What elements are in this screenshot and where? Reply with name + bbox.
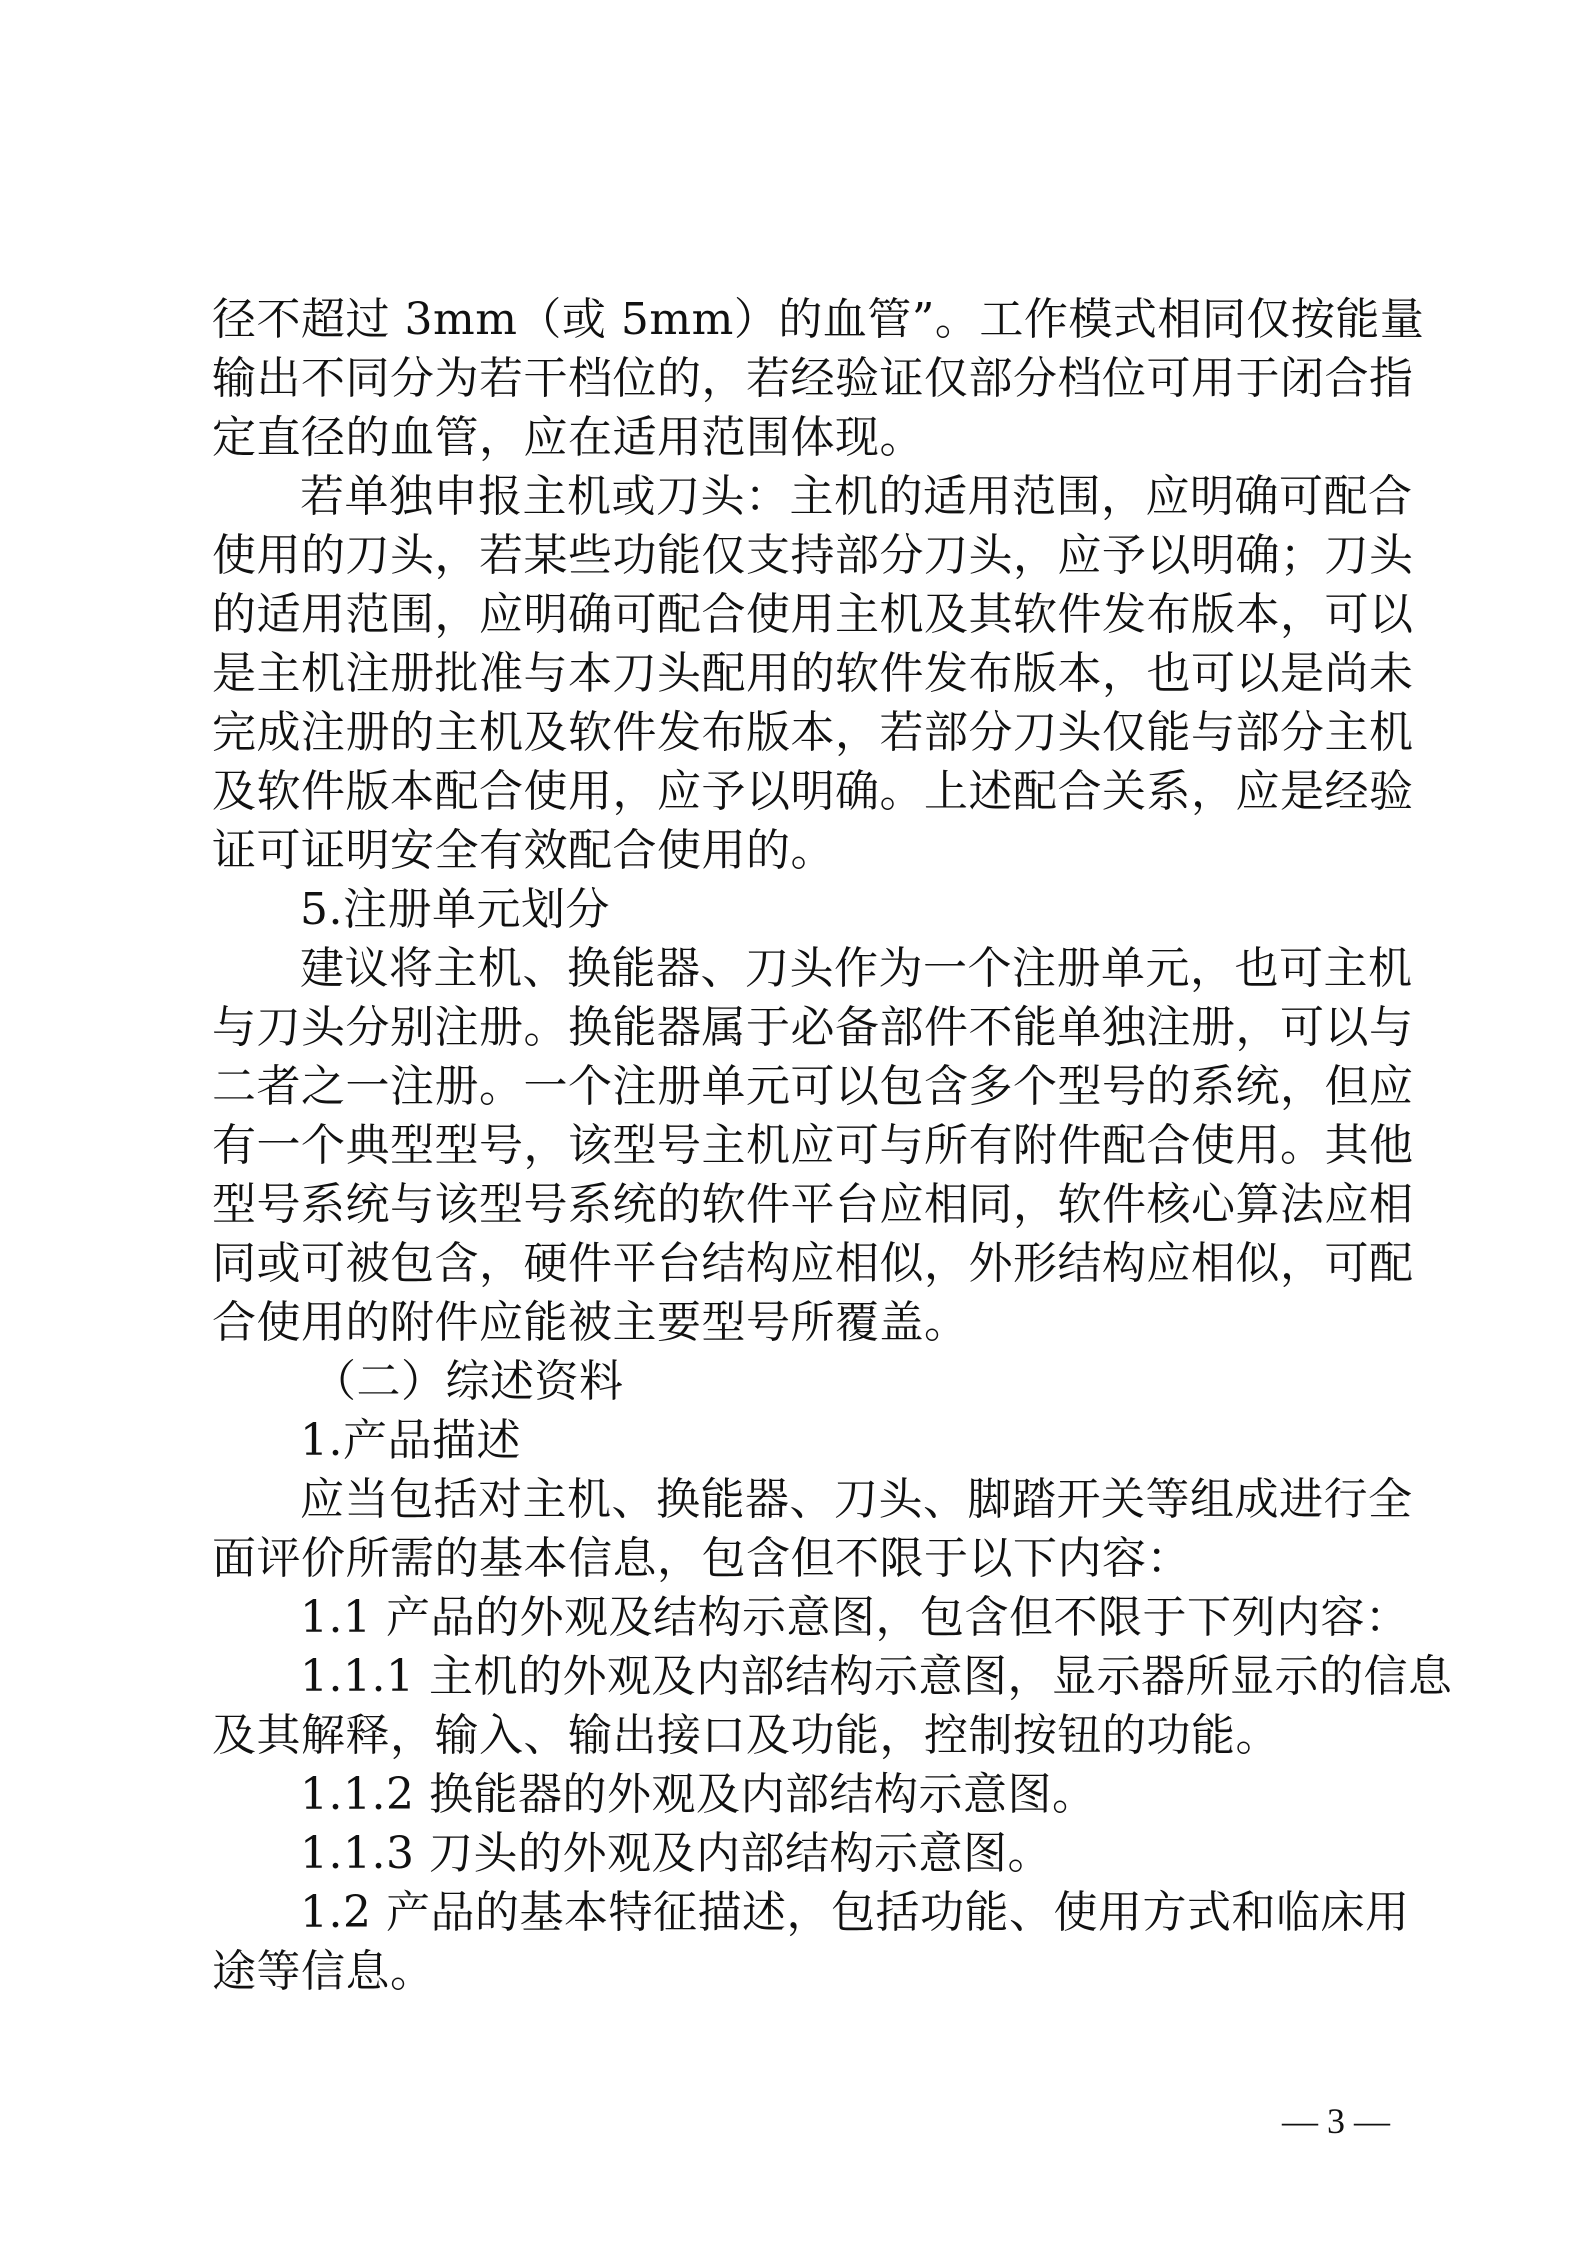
document-body <box>212 290 1453 2001</box>
text-line: 证可证明安全有效配合使用的。 <box>212 825 835 876</box>
text-line: 的适用范围，应明确可配合使用主机及其软件发布版本，可以 <box>212 589 1414 640</box>
text-line: 及其解释，输入、输出接口及功能，控制按钮的功能。 <box>212 1710 1280 1761</box>
text-line: （二）综述资料 <box>312 1356 624 1407</box>
text-line: 径不超过 3mm（或 5mm）的血管”。工作模式相同仅按能量 <box>212 294 1425 345</box>
text-line: 及软件版本配合使用，应予以明确。上述配合关系，应是经验 <box>212 766 1414 817</box>
text-line: 1.1 产品的外观及结构示意图，包含但不限于下列内容： <box>300 1592 1410 1643</box>
text-line: 1.2 产品的基本特征描述，包括功能、使用方式和临床用 <box>300 1887 1410 1938</box>
text-line: 1.1.1 主机的外观及内部结构示意图，显示器所显示的信息 <box>300 1651 1453 1702</box>
text-line: 5.注册单元划分 <box>300 884 610 935</box>
text-line: 与刀头分别注册。换能器属于必备部件不能单独注册，可以与 <box>212 1002 1414 1053</box>
text-line: 输出不同分为若干档位的，若经验证仅部分档位可用于闭合指 <box>212 353 1414 404</box>
text-line: 合使用的附件应能被主要型号所覆盖。 <box>212 1297 969 1348</box>
text-line: 型号系统与该型号系统的软件平台应相同，软件核心算法应相 <box>212 1179 1414 1230</box>
text-line: 定直径的血管，应在适用范围体现。 <box>212 412 924 463</box>
text-line: 有一个典型型号，该型号主机应可与所有附件配合使用。其他 <box>212 1120 1414 1171</box>
text-line: 使用的刀头，若某些功能仅支持部分刀头，应予以明确；刀头 <box>212 530 1414 581</box>
text-line: 二者之一注册。一个注册单元可以包含多个型号的系统，但应 <box>212 1061 1414 1112</box>
text-line: 1.产品描述 <box>300 1415 521 1466</box>
text-line: 建议将主机、换能器、刀头作为一个注册单元，也可主机 <box>300 943 1413 994</box>
text-line: 完成注册的主机及软件发布版本，若部分刀头仅能与部分主机 <box>212 707 1414 758</box>
text-line: 1.1.3 刀头的外观及内部结构示意图。 <box>300 1828 1052 1879</box>
text-line: 是主机注册批准与本刀头配用的软件发布版本，也可以是尚未 <box>212 648 1414 699</box>
text-line: 面评价所需的基本信息，包含但不限于以下内容： <box>212 1533 1191 1584</box>
text-line: 若单独申报主机或刀头：主机的适用范围，应明确可配合 <box>300 471 1413 522</box>
text-line: 应当包括对主机、换能器、刀头、脚踏开关等组成进行全 <box>300 1474 1413 1525</box>
page-number: — 3 — <box>1282 2101 1390 2141</box>
text-line: 途等信息。 <box>212 1946 435 1997</box>
text-line: 同或可被包含，硬件平台结构应相似，外形结构应相似，可配 <box>212 1238 1414 1289</box>
text-line: 1.1.2 换能器的外观及内部结构示意图。 <box>300 1769 1097 1820</box>
